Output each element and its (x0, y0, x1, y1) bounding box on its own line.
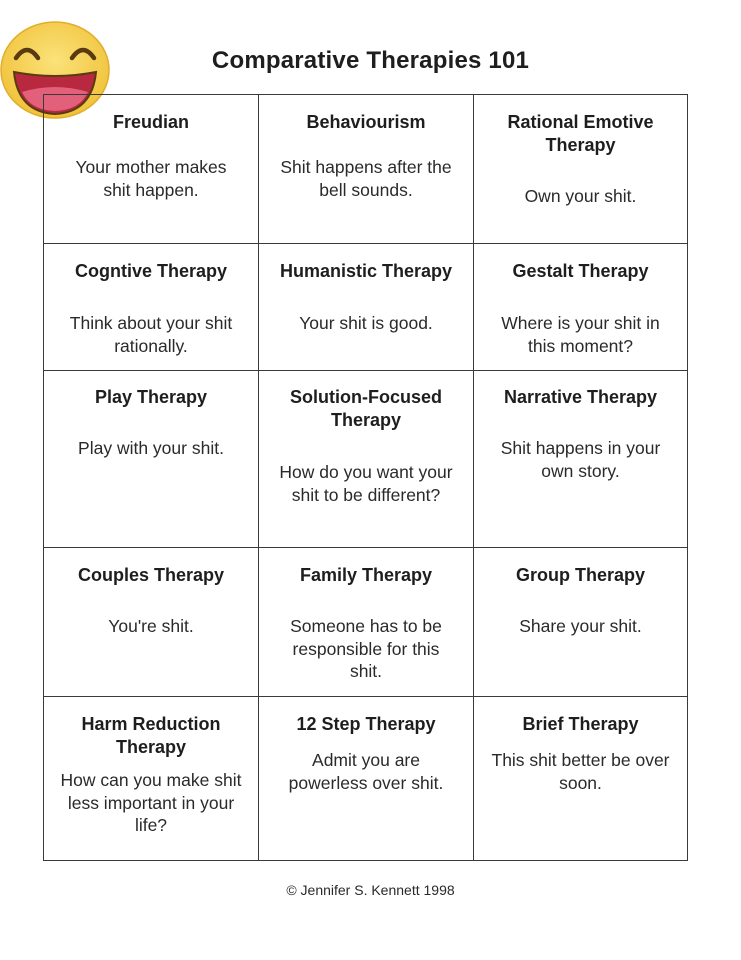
therapy-name: Freudian (112, 112, 189, 132)
therapy-name: Humanistic Therapy (279, 261, 453, 281)
therapy-name: Brief Therapy (522, 714, 639, 734)
therapy-description: Admit you are powerless over shit. (288, 750, 444, 793)
table-cell (474, 548, 687, 697)
therapy-description: Your shit is good. (299, 313, 433, 333)
table-cell (44, 244, 259, 371)
therapy-name: Harm Reduction Therapy (81, 714, 221, 757)
table-cell (259, 548, 474, 697)
therapy-name: Group Therapy (515, 565, 645, 585)
therapy-description: How do you want your shit to be different? (279, 462, 453, 505)
therapy-name: Behaviourism (306, 112, 426, 132)
table-cell (259, 244, 474, 371)
table-cell (474, 244, 687, 371)
therapy-name: Solution-Focused Therapy (290, 387, 442, 430)
therapy-description: How can you make shit less important in your life? (60, 770, 242, 835)
therapy-name: Cogntive Therapy (74, 261, 228, 281)
therapy-description: Think about your shit rationally. (69, 313, 233, 356)
therapy-name: Couples Therapy (77, 565, 225, 585)
therapy-description: Own your shit. (524, 186, 637, 206)
table-cell (259, 371, 474, 548)
therapy-name: Narrative Therapy (503, 387, 658, 407)
therapy-description: Shit happens after the bell sounds. (280, 157, 452, 200)
therapy-name: Rational Emotive Therapy (507, 112, 654, 155)
table-cell (44, 371, 259, 548)
therapy-description: Your mother makes shit happen. (75, 157, 227, 200)
table-cell (474, 95, 687, 244)
therapy-description: You're shit. (108, 616, 194, 636)
table-cell (474, 697, 687, 860)
copyright-credit: © Jennifer S. Kennett 1998 (286, 882, 455, 898)
therapy-description: Share your shit. (519, 616, 642, 636)
therapy-name: 12 Step Therapy (296, 714, 436, 734)
table-cell (474, 371, 687, 548)
table-cell (44, 548, 259, 697)
table-cell (44, 95, 259, 244)
therapy-description: Play with your shit. (78, 438, 224, 458)
therapy-description: Where is your shit in this moment? (501, 313, 660, 356)
therapy-name: Family Therapy (299, 565, 433, 585)
therapy-description: Shit happens in your own story. (500, 438, 661, 481)
table-cell (259, 95, 474, 244)
table-cell (259, 697, 474, 860)
therapies-table (43, 94, 688, 861)
therapy-name: Play Therapy (94, 387, 208, 407)
therapy-description: Someone has to be responsible for this shit. (290, 616, 442, 681)
therapy-description: This shit better be over soon. (491, 750, 670, 793)
therapy-name: Gestalt Therapy (512, 261, 649, 281)
page-title: Comparative Therapies 101 (211, 47, 530, 74)
table-cell (44, 697, 259, 860)
